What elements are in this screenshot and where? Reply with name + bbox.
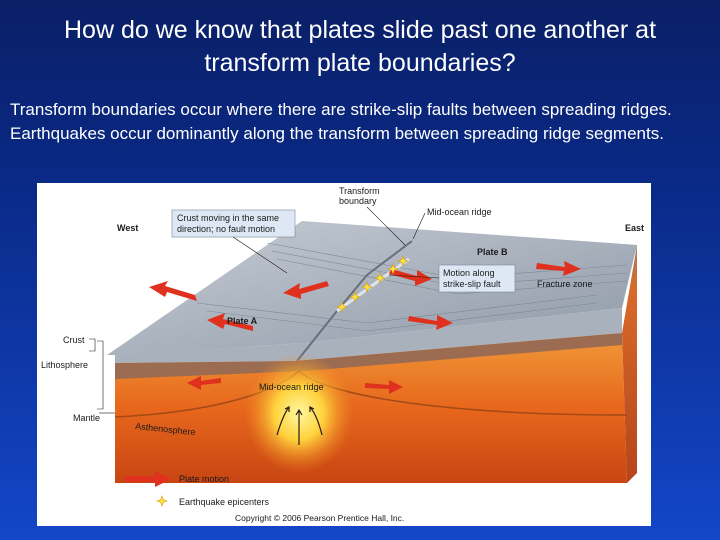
slide-title	[0, 14, 720, 80]
label-crust: Crust	[63, 335, 85, 345]
block-diagram	[37, 183, 651, 526]
label-asthenosphere: Asthenosphere	[134, 421, 197, 438]
label-ridge-bottom: Mid-ocean ridge	[259, 382, 324, 392]
label-east: East	[625, 223, 645, 233]
label-motion-2: strike-slip fault	[443, 279, 501, 289]
label-ridge-top: Mid-ocean ridge	[427, 207, 492, 217]
label-crust-box-2: direction; no fault motion	[177, 224, 276, 234]
arrow-plate-a-top	[149, 281, 197, 301]
label-west: West	[117, 223, 139, 233]
transform-boundary-figure	[37, 183, 651, 526]
slide-body-text: Transform boundaries occur where there are strike-slip faults between spreading ridges. Earthquakes occur dominantly along the transform between spreading ridge segments.	[10, 100, 672, 143]
label-crust-box-1: Crust moving in the same	[177, 213, 280, 223]
title-line-1: How do we know that plates slide past one another at	[63, 16, 657, 44]
label-plate-b: Plate B	[477, 247, 508, 257]
legend-quake-icon	[157, 496, 167, 506]
label-motion-1: Motion along	[443, 268, 495, 278]
label-fracture-zone: Fracture zone	[537, 279, 593, 289]
copyright: Copyright © 2006 Pearson Prentice Hall, Inc.	[235, 513, 405, 523]
label-mantle: Mantle	[73, 413, 101, 423]
legend-plate-motion: Plate motion	[179, 474, 230, 484]
label-plate-a: Plate A	[227, 316, 258, 326]
title-line-2: transform plate boundaries?	[204, 49, 516, 77]
bracket-crust	[89, 339, 95, 351]
legend-earthquake: Earthquake epicenters	[179, 497, 270, 507]
bracket-lithosphere	[97, 341, 103, 409]
label-transform-2: boundary	[339, 196, 377, 206]
label-lithosphere: Lithosphere	[41, 360, 89, 370]
label-transform-1: Transform	[339, 186, 380, 196]
